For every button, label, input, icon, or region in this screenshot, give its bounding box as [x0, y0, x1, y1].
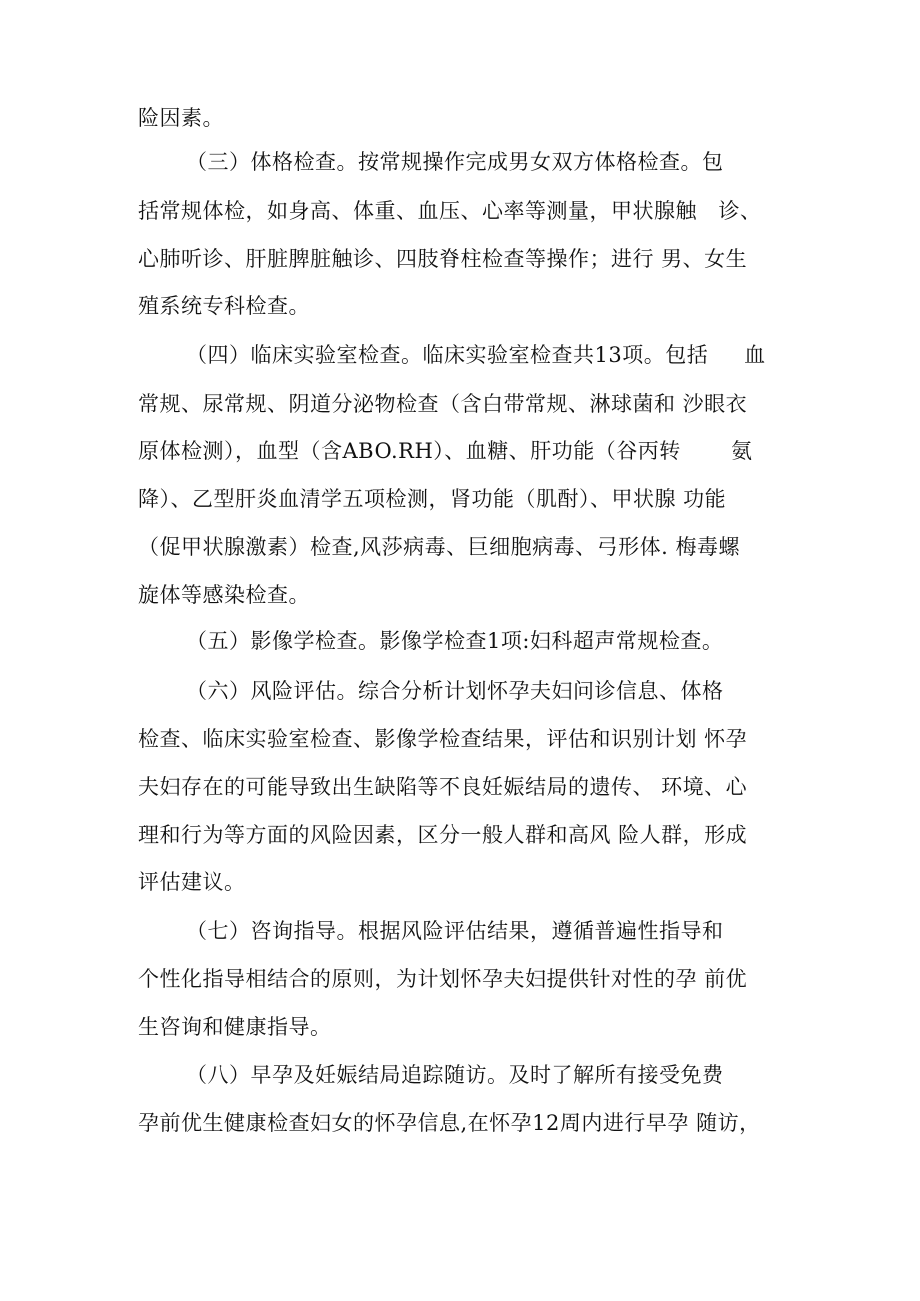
text-line: （促甲状腺激素）检查,风莎病毒、巨细胞病毒、弓形体. 梅毒螺 — [138, 535, 741, 559]
text-line: 常规、尿常规、阴道分泌物检查（含白带常规、淋球菌和 沙眼衣 — [138, 392, 748, 416]
text-line: 个性化指导相结合的原则，为计划怀孕夫妇提供针对性的孕 前优 — [138, 967, 748, 991]
text-line: 夫妇存在的可能导致出生缺陷等不良妊娠结局的遗传、 环境、心 — [138, 775, 748, 799]
text-line: 生咨询和健康指导。 — [138, 1015, 332, 1039]
text-line: 括常规体检，如身高、体重、血压、心率等测量，甲状腺触 诊、 — [138, 199, 762, 223]
text-line: 评估建议。 — [138, 870, 246, 894]
text-line: 心肺听诊、肝脏脾脏触诊、四肢脊柱检查等操作；进行 男、女生 — [138, 247, 748, 271]
text-line: 降）、乙型肝炎血清学五项检测，肾功能（肌酎）、甲状腺 功能 — [138, 487, 727, 511]
section-heading-physical-exam: （三）体格检查。按常规操作完成男女双方体格检查。包 — [186, 150, 724, 174]
text-line: 原体检测），血型（含ABO.RH）、血糖、肝功能（谷丙转 氨 — [138, 439, 753, 463]
section-heading-lab-exam: （四）临床实验室检查。临床实验室检查共13项。包括 血 — [186, 343, 766, 367]
text-line: 险因素。 — [138, 106, 224, 130]
section-heading-imaging: （五）影像学检查。影像学检查1项:妇科超声常规检查。 — [186, 629, 724, 653]
text-line: 殖系统专科检查。 — [138, 294, 310, 318]
section-heading-risk-assessment: （六）风险评估。综合分析计划怀孕夫妇问诊信息、体格 — [186, 679, 724, 703]
text-line: 理和行为等方面的风险因素，区分一般人群和高风 险人群，形成 — [138, 823, 748, 847]
section-heading-follow-up: （八）早孕及妊娠结局追踪随访。及时了解所有接受免费 — [186, 1063, 724, 1087]
section-heading-counseling: （七）咨询指导。根据风险评估结果，遵循普遍性指导和 — [186, 919, 724, 943]
text-line: 孕前优生健康检查妇女的怀孕信息,在怀孕12周内进行早孕 随访， — [138, 1111, 761, 1135]
text-line: 旋体等感染检查。 — [138, 583, 310, 607]
text-line: 检查、临床实验室检查、影像学检查结果，评估和识别计划 怀孕 — [138, 727, 748, 751]
